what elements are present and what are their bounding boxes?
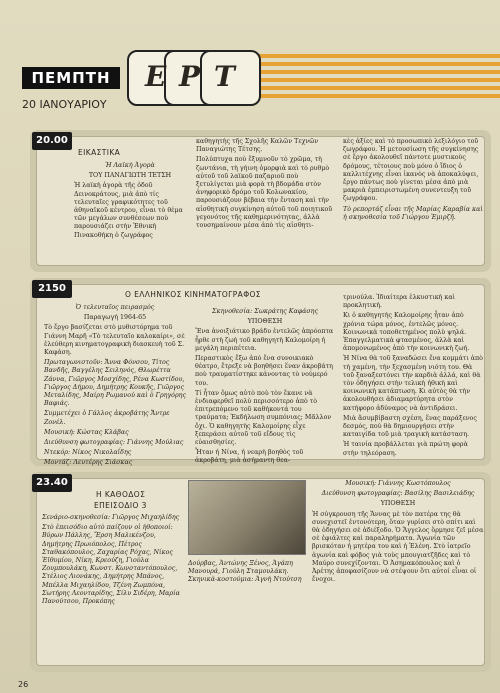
column-3 (343, 294, 485, 460)
credits: Τὸ ρεπορτάζ εἶναι τῆς Μαρίας Καραβία καὶ ἡ σκηνοθεσία τοῦ Γιώργου Ἐμιρζῆ. (343, 205, 483, 221)
paragraph: καθηγητὴς τῆς Σχολῆς Καλῶν Τεχνῶν Παναγιώτης Τέτσης. (196, 138, 319, 154)
time-badge: 23.40 (32, 474, 72, 492)
paragraph: Τί ἦταν ὅμως αὐτὸ ποὺ τὸν ἔκανε νὰ ἐνδιαφερθεῖ πολὺ περισσότερο ἀπὸ τὸ ἐπιτρεπόμενο τοῦ καθήκοντά του τραύματα; Ἐκδήλωση συμπόνιας; Μᾶλλον ὄχι. Ὁ καθηγητὴς Καλομοίρης εἶχε ξεπεράσει αὐτοῦ τοῦ εἴδους τὶς εὐαισθησίες. (195, 389, 332, 447)
column-2 (195, 308, 335, 468)
date-label: 20 ΙΑΝΟΥΑΡΙΟΥ (22, 98, 107, 111)
credit: Ντεκόρ: Νίκος Νικολαΐδης (44, 449, 132, 457)
paragraph: Τὸ ἔργο βασίζεται στὸ μυθιστόρημα τοῦ Γιάννη Μαρῆ «Τὸ τελευταῖο καλοκαίρι», σὲ ἐλεύθερη κινηματογραφικὴ διασκευὴ τοῦ Σ. Καφάση. (44, 324, 185, 357)
film-title: Ὁ τελευταῖος πειρασμὸς (75, 304, 155, 311)
credit: Διεύθυνση φωτογραφίας: Βασίλης Βασιλειάδης (321, 490, 475, 498)
column-1 (74, 162, 186, 242)
plot-heading: ΥΠΟΘΕΣΗ (247, 318, 283, 326)
paragraph: κὲς ἀξίες καὶ τὸ προσωπικὸ λεξιλόγιο τοῦ ζωγράφου. Ἡ μετουσίωση τῆς συγκίνησης σὲ ἔργο ἀκολουθεῖ πάντοτε μυστικοὺς δρόμους, τέτοιους ποὺ μόνο ὁ ἴδιος ὁ καλλιτέχνης εἶναι ἱκανὸς νὰ ἀποκαλύψει, ἔργο πάντως ποὺ γίνεται μέσα ἀπὸ μιὰ μακριὰ ἐμπειριστωμένη συνεντευξη τοῦ ζωγράφου. (343, 138, 479, 203)
column-1 (42, 514, 182, 608)
director: Σκηνοθεσία: Σωκράτης Καφάσης (212, 308, 318, 315)
cast: Στὸ ἐπεισόδιο αὐτὸ παίζουν οἱ ἠθοποιοί: Βύρων Πάλλης, Ἔρση Μαλικένζου, Δημήτρης Πρωιόπολος, Πέτρος Σταθακόπουλος, Ζαχαρίας Ρόχας, Νίκος Ἐϊθυμίου, Νίκη, Κρεούζη, Γιούλα Ζουμπουλάκη, Κωνστ. Κωνσταντόπουλος, Στέλιος Λιονάκης, Δημήτρης Μπάνος, Μπέλλα Μιχαηλίδου, Τζένη Ζωμπόνα, Σωτήρης Λεονταρίδης, Σίλυ Σιδέρη, Μαρία Πανούτσου, Προκόπης (42, 524, 180, 606)
paragraph: Ἡ σύγκρουση τῆς Ἄννας μὲ τὸν πατέρα της θὰ συνεχιστεῖ ἐντονότερη, ὅταν γυρίσει στὸ σπίτι καὶ θὰ ὁδηγήσει σὲ ἀδιέξοδο. Ὁ Ἄγγελος ὅρμησε ζεῖ μέσα σὲ ἐφιάλτες καὶ παραληρήματα. Ἀγωνία τῶν βρισκόταν ἡ μητέρα του καὶ ἡ Ἑλένη. Στὸ ἰατρεῖο ἀγωνία καὶ φόβος γιὰ τοὺς μπουγιατζῆδες καὶ τὸ Μαύρο συνεχίζονται. Ὁ Ἀσημακόπουλος καὶ ὁ Ἀρέτης ἀποφασίζουν νὰ στέψουν ὅτι αὐτοί εἶναι οἱ ἔνοχοι. (312, 510, 484, 584)
episode-label: ΕΠΕΙΣΟΔΙΟ 3 (94, 501, 147, 510)
paragraph: Πολύπτυχα ποὺ ἔξυμνοῦν τὸ χρῶμα, τὴ ζωντάνια, τὴ γήινη ὁμορφιὰ καὶ τὸ ρυθμὸ αὐτοῦ τοῦ λαϊκοῦ παζαριοῦ ποὺ ξετυλίγεται μιὰ φορὰ τὴ βδομάδα στὸν ἀνηφορικὸ δρόμο τοῦ Κολωνακίου, παρουσιάζουν βέβαια τὴν ἔνταση καὶ τὴν αἰσθητικὴ συγκίνηση αὐτοῦ τοῦ ποιητικοῦ γεγονότος τῆς καθημερινότητας, ἀλλὰ τουσημαίνουν μέσα ἀπὸ τὶς αἰσθητι- (196, 156, 333, 230)
logo-letter-1: Ε (145, 60, 167, 93)
logo-letter-3: Τ (214, 60, 235, 93)
time-badge: 20.00 (32, 132, 72, 150)
column-2 (196, 138, 336, 232)
program-title: ΕΙΚΑΣΤΙΚΑ (78, 148, 121, 157)
paragraph: Ἡ λαϊκὴ ἀγορὰ τῆς ὁδοῦ Δεινοκράτους, μιὰ ἀπὸ τίς τελευταῖες γραφικότητες τοῦ ἀθηναϊκοῦ κέντρου, εἶναι τὸ θέμα τῶν μεγάλων συνθέσεων ποὺ παρουσιάζει στὴν Ἐθνικὴ Πινακοθήκη ὁ ζωγράφος (74, 182, 183, 239)
time-badge: 2150 (32, 280, 72, 298)
subtitle-author: ΤΟΥ ΠΑΝΑΓΙΩΤΗ ΤΕΤΣΗ (88, 172, 172, 180)
program-block-greek-cinema (30, 278, 491, 466)
paragraph: Ἡ ταινία προβάλλεται γιὰ πρώτη φορὰ στὴν τηλεόραση. (343, 441, 468, 457)
subtitle: Ἡ Λαϊκὴ Ἀγορὰ (105, 162, 155, 169)
photo-still (188, 480, 306, 555)
credit: Σενάριο-σκηνοθεσία: Γιῶργος Μιχαηλίδης (42, 514, 180, 521)
credit: Μουσική: Γιάννης Κωστόπουλος (345, 480, 451, 487)
page-number: 26 (18, 680, 29, 689)
paragraph: Μιὰ ἄσυμβίβαστη σχέση, ἕνας παράξενος δεσμός, ποὺ θὰ δημιουργήσει στὴν καταιγίδα τοῦ μιὰ τραγικὴ κατάσταση. (343, 414, 477, 439)
paragraph: Ἦταν ἡ Νίνα, ἡ νεαρὴ βοηθὸς τοῦ ἀκροβάτη, μιὰ ἀσήμαντη θεα- (195, 449, 304, 465)
paragraph: Ἡ Νίνα θὰ τοῦ ξαναδώσει ἕνα κομμάτι ἀπὸ τὴ χαμένη, τὴν ξεχασμένη νιότη του. Θὰ τοῦ ξαναξεστόνει τὴν καρδιὰ ἀλλά, καὶ θὰ τὸν ὁδηγήσει στὴν τελικὴ ἠθικὴ καὶ κοινωνικὴ κατάπτωση. Κι αὐτὸς θὰ τὴν ἀκολουθήσει ἀδιαμαρτύρητα στὸν κατήφορο ἀδύναμος νὰ ἀντιδράσει. (343, 355, 483, 412)
day-label: ΠΕΜΠΤΗ (22, 67, 120, 89)
column-1 (44, 304, 186, 470)
paragraph: Ἕνα ἀνοιξιάτικο βράδυ ἐντελῶς ἀπρόοπτα ἦρθε στὴ ζωὴ τοῦ καθηγητὴ Καλομοίρη ἡ μεγάλη περιπέτεια. (195, 328, 334, 352)
credit: Διεύθυνση φωτογραφίας: Γιάννης Μούλιας (44, 439, 184, 447)
program-title: Η ΚΑΘΟΔΟΣ (96, 490, 146, 499)
photo-caption: Δούρβας, Ἀντώνης Ξένος, Ἀγάπη Μανουρά, Γιούλη Σταμουλάκη. Σκηνικὰ-κοστούμια: Ἀγνὴ Ντούτση (188, 560, 302, 583)
page-header (14, 10, 494, 125)
column-3 (312, 480, 484, 586)
credit: Μοντάζ: Λευτέρης Σιάσκας (44, 459, 133, 467)
credit: Συμμετέχει ὁ Γάλλος ἀκροβάτης Ἄντρε Ζονέλ. (44, 410, 170, 426)
production-year: Παραγωγή 1964-65 (83, 314, 147, 322)
paragraph: Κι ὁ καθηγητὴς Καλομοίρης ἦταν ἀπὸ χρόνια τώρα μόνος, ἐντελῶς μόνος. Κοινωνικὰ τοποθετημένος πολὺ ψηλά. Ἐπαγγελματικὰ φτασμένος, ἀλλὰ καὶ ἀπομονωμένος ἀπὸ τὴν κοινωνικὴ ζωή. (343, 312, 470, 353)
logo-letter-2: Ρ (179, 60, 201, 93)
header-stripes (250, 50, 500, 102)
cast: Πρωταγωνιστοῦν: Ἄννα Φόνσου, Τίτος Βανδῆς, Βαγγέλης Σειληνός, Θλωρέττα Ζάννα, Γιῶργος Μοσχίδης, Ρένα Κωστίδου, Γιῶργος Δήμου, Δημήτρης Κουκῆς, Γιῶργος Μεταλίδης, Μαίρη Ρωμανού καὶ ὁ Γρηγόρης Βαφιάς. (44, 359, 186, 408)
paragraph: Περαστικὸς ἔξω ἀπὸ ἕνα συνοικιακὸ θέατρο, ἔτρεξε νὰ βοηθήσει ἕναν ἀκροβάτη ποὺ τραυματίστηκε κάνοντας τὸ νούμερό του. (195, 355, 333, 387)
column-3 (343, 138, 485, 224)
program-block-kathodos (30, 472, 491, 672)
program-block-eikastika (30, 130, 491, 272)
credit: Μουσική: Κώστας Κλάβας (44, 428, 129, 436)
paragraph: τρινούλα. Ἰδιαίτερα ἑλκυστικὴ καὶ προκλητική. (343, 294, 456, 310)
plot-heading: ΥΠΟΘΕΣΗ (380, 500, 416, 508)
program-title: Ο ΕΛΛΗΝΙΚΟΣ ΚΙΝΗΜΑΤΟΓΡΑΦΟΣ (125, 290, 261, 299)
